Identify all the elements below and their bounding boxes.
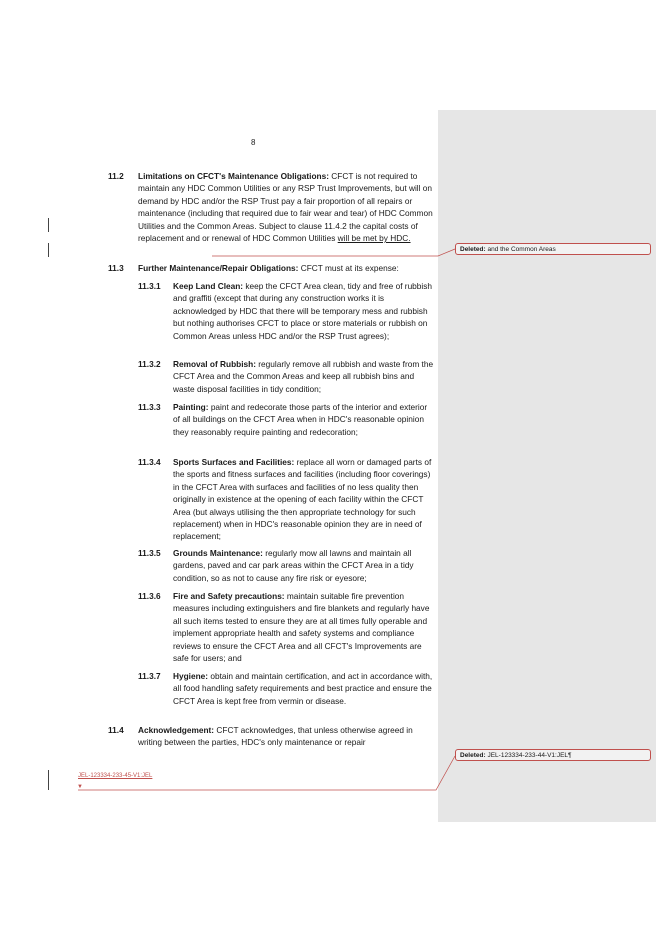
clause-number: 11.3.1 [138, 281, 161, 291]
clause-heading: Painting: [173, 402, 209, 412]
clause-heading: Sports Surfaces and Facilities: [173, 457, 295, 467]
document-id: JEL-123334-233-45-V1:JEL [78, 773, 153, 779]
clause-body: CFCT acknowledges, that unless otherwise agreed in writing between the parties, HDC's only maintenance or repair [138, 725, 413, 748]
balloon-text: and the Common Areas [487, 246, 556, 253]
deleted-balloon[interactable] [455, 243, 651, 255]
clause-body: CFCT must at its expense: [300, 263, 399, 273]
clause-body: paint and redecorate those parts of the interior and exterior of all buildings on the CFCT Area when in HDC's reasonable opinion they reasonably require painting and redecoration; [173, 402, 428, 437]
clause-heading: Acknowledgement: [138, 725, 215, 735]
clause-number: 11.3.5 [138, 548, 161, 558]
inserted-text: will be met by HDC. [337, 233, 411, 244]
clause-body: obtain and maintain certification, and act in accordance with, all food handling safety requirements and best practice and ensure the CFCT Area is kept free from vermin or disease. [173, 671, 433, 706]
deleted-balloon[interactable] [455, 749, 651, 761]
clause-body: regularly mow all lawns and maintain all gardens, paved and car park areas within the CFCT Area in a tidy condition, so as not to cause any fire risk or eyesore; [173, 548, 414, 583]
clause-heading: Hygiene: [173, 671, 209, 681]
clause-number-11-3: 11.3 [108, 263, 124, 273]
clause-heading: Further Maintenance/Repair Obligations: [138, 263, 299, 273]
clause-heading: Grounds Maintenance: [173, 548, 263, 558]
clause-heading: Removal of Rubbish: [173, 359, 256, 369]
clause-body: keep the CFCT Area clean, tidy and free of rubbish and graffiti (except that during any construction works it is acknowledged by HDC that there will be temporary mess and rubbish but nothing authorises CFCT to place or store materials or rubbish on Common Areas unless HDC and/or the RSP Trust agrees); [173, 281, 433, 341]
leader-line-1 [212, 249, 455, 256]
clause-body: maintain suitable fire prevention measures including extinguishers and fire blankets and regularly have all such items tested to ensure they are at all times fully operable and implement appropriate health and safety systems and compliance reviews to ensure the CFCT Area and all CFCT's Improvements are safe for users; and [173, 591, 430, 664]
clause-number: 11.3.3 [138, 402, 161, 412]
clause-number: 11.3.7 [138, 671, 161, 681]
clause-number-11-4: 11.4 [108, 725, 124, 735]
clause-body: replace all worn or damaged parts of the sports and fitness surfaces and facilities (including floor coverings) in the CFCT Area with surfaces and facilities of no less quality then originally in existence at the opening of each facility within the CFCT Area (but always utilising the then appropriate technology for such replacement) when in HDC's reasonable opinion they are in need of replacement; [173, 457, 432, 542]
page-number: 8 [251, 138, 256, 147]
insertion-marker-icon: ▼ [77, 784, 83, 790]
clause-heading: Keep Land Clean: [173, 281, 244, 291]
balloon-text: JEL-123334-233-44-V1:JEL¶ [487, 752, 572, 759]
clause-number: 11.3.2 [138, 359, 161, 369]
clause-heading: Fire and Safety precautions: [173, 591, 285, 601]
clause-body: CFCT is not required to maintain any HDC Common Utilities or any RSP Trust Improvements, but will on demand by HDC and/or the RSP Trust pay a fair proportion of all repairs or maintenance (including that required due to fair wear and tear) of HDC Common Utilities and the Common Areas. Subject to clause 11.4.2 the capital costs of replacement and or renewal of HDC Common Utilities [138, 171, 433, 244]
balloon-label: Deleted: [460, 246, 486, 253]
clause-number: 11.3.4 [138, 457, 161, 467]
clause-body: regularly remove all rubbish and waste from the CFCT Area and the Common Areas and keep all rubbish bins and waste disposal facilities in tidy condition; [173, 359, 434, 394]
balloon-label: Deleted: [460, 752, 486, 759]
clause-number: 11.3.6 [138, 591, 161, 601]
clause-heading: Limitations on CFCT's Maintenance Obligations: [138, 171, 329, 181]
clause-number-11-2: 11.2 [108, 171, 124, 181]
